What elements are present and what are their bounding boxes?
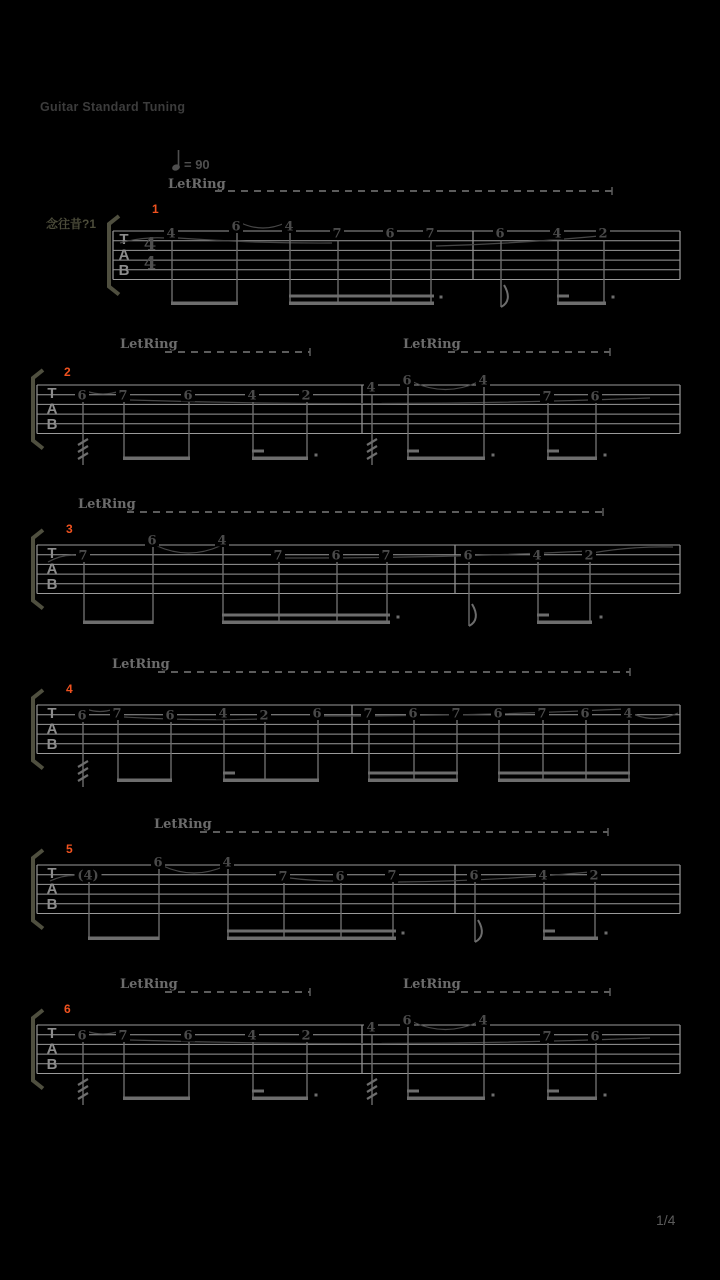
beam [252, 1097, 308, 1101]
fret-number: 2 [584, 548, 594, 564]
page-title: Guitar Standard Tuning [40, 100, 186, 114]
beam [537, 621, 592, 625]
beam [407, 457, 485, 461]
measure-number: 3 [66, 522, 73, 536]
fret-number: 2 [301, 388, 311, 404]
fret-number: (4) [77, 868, 99, 884]
tie [86, 1031, 120, 1034]
fret-number: 6 [408, 706, 418, 722]
time-signature-bottom: 4 [143, 253, 157, 274]
tab-system-5 [33, 817, 680, 942]
fret-number: 7 [542, 389, 552, 405]
time-signature-top: 4 [143, 234, 157, 255]
fret-number: 4 [217, 533, 227, 549]
tie [124, 717, 262, 720]
fret-number: 7 [332, 226, 342, 242]
fret-number: 6 [590, 389, 600, 405]
tab-system-3 [33, 497, 680, 626]
fret-number: 4 [538, 868, 548, 884]
tab-clef-letter: B [46, 736, 58, 753]
tie [413, 1022, 478, 1030]
fret-number: 6 [77, 708, 87, 724]
tab-clef-letter: A [46, 880, 58, 898]
tab-clef-letter: A [46, 400, 58, 418]
system-bracket [109, 216, 119, 295]
letring-label: LetRing [112, 657, 170, 672]
tab-system-1 [46, 177, 680, 307]
letring-label: LetRing [120, 977, 178, 992]
beam-stub [537, 614, 549, 617]
tab-clef-letter: B [46, 576, 58, 593]
beam [123, 457, 190, 461]
eighth-flag [501, 285, 508, 307]
beam-secondary [227, 930, 396, 933]
fret-number: 6 [147, 533, 157, 549]
fret-number: 6 [385, 226, 395, 242]
augmentation-dot [604, 454, 607, 457]
fret-number: 2 [259, 708, 269, 724]
augmentation-dot [492, 1094, 495, 1097]
beam [88, 937, 159, 941]
fret-number: 6 [493, 706, 503, 722]
augmentation-dot [402, 932, 405, 935]
fret-number: 7 [387, 868, 397, 884]
tie [413, 382, 478, 390]
fret-number: 6 [231, 219, 241, 235]
letring-label: LetRing [403, 337, 461, 352]
fret-number: 6 [402, 1013, 412, 1029]
fret-number: 6 [335, 869, 345, 885]
tie [592, 547, 673, 553]
beam [289, 302, 434, 306]
measure-number: 6 [64, 1002, 71, 1016]
letring-label: LetRing [154, 817, 212, 832]
tab-clef-letter: T [47, 865, 57, 882]
beam [171, 302, 238, 306]
tab-system-4 [33, 657, 680, 787]
fret-number: 4 [222, 855, 232, 871]
tab-clef-letter: B [46, 896, 58, 913]
tie [86, 391, 120, 394]
fret-number: 7 [381, 548, 391, 564]
letring-label: LetRing [168, 177, 226, 192]
beam [83, 621, 153, 625]
augmentation-dot [397, 616, 400, 619]
fret-number: 6 [153, 855, 163, 871]
measure-number: 2 [64, 365, 71, 379]
tab-clef-letter: T [119, 231, 129, 248]
fret-number: 4 [623, 706, 633, 722]
letring-label: LetRing [120, 337, 178, 352]
fret-number: 6 [463, 548, 473, 564]
fret-number: 4 [247, 1028, 257, 1044]
fret-number: 7 [78, 548, 88, 564]
tie [398, 872, 590, 882]
tab-clef-letter: B [118, 262, 130, 279]
tie [633, 713, 678, 719]
tie [157, 546, 220, 553]
fret-number: 6 [77, 1028, 87, 1044]
beam-stub [543, 930, 555, 933]
augmentation-dot [440, 296, 443, 299]
tab-clef-letter: T [47, 385, 57, 402]
fret-number: 6 [495, 226, 505, 242]
fret-number: 7 [537, 706, 547, 722]
fret-number: 7 [112, 706, 122, 722]
augmentation-dot [612, 296, 615, 299]
tab-clef-letter: B [46, 1056, 58, 1073]
letring-label: LetRing [403, 977, 461, 992]
track-label: 念往昔?1 [46, 217, 97, 231]
beam-stub [223, 772, 235, 775]
system-bracket [33, 530, 43, 609]
fret-number: 6 [331, 548, 341, 564]
tab-clef-letter: T [47, 705, 57, 722]
fret-number: 7 [118, 388, 128, 404]
beam [498, 779, 630, 783]
fret-number: 4 [366, 1020, 376, 1036]
augmentation-dot [315, 454, 318, 457]
beam-stub [252, 450, 264, 453]
fret-number: 4 [284, 219, 294, 235]
tempo-value: = 90 [184, 157, 210, 172]
measure-number: 4 [66, 682, 73, 696]
fret-number: 2 [589, 868, 599, 884]
beam [227, 937, 396, 941]
system-bracket [33, 370, 43, 449]
fret-number: 6 [312, 706, 322, 722]
augmentation-dot [600, 616, 603, 619]
fret-number: 6 [580, 706, 590, 722]
beam-stub [407, 1090, 419, 1093]
fret-number: 7 [118, 1028, 128, 1044]
tab-clef-letter: A [46, 560, 58, 578]
augmentation-dot [492, 454, 495, 457]
fret-number: 4 [478, 1013, 488, 1029]
fret-number: 4 [247, 388, 257, 404]
tie [163, 866, 225, 873]
eighth-flag [475, 920, 482, 942]
beam [117, 779, 172, 783]
fret-number: 2 [598, 226, 608, 242]
tie [241, 223, 285, 228]
tie [130, 1038, 650, 1044]
fret-number: 6 [402, 373, 412, 389]
fret-number: 6 [183, 1028, 193, 1044]
beam-secondary [498, 772, 630, 775]
tab-clef-letter: T [47, 1025, 57, 1042]
fret-number: 2 [301, 1028, 311, 1044]
fret-number: 6 [183, 388, 193, 404]
beam-secondary [368, 772, 458, 775]
letring-label: LetRing [78, 497, 136, 512]
beam [557, 302, 606, 306]
beam-stub [557, 295, 569, 298]
augmentation-dot [315, 1094, 318, 1097]
beam-stub [252, 1090, 264, 1093]
beam-secondary [222, 614, 390, 617]
beam [368, 779, 458, 783]
tab-clef-letter: B [46, 416, 58, 433]
beam [543, 937, 598, 941]
fret-number: 7 [363, 706, 373, 722]
fret-number: 4 [532, 548, 542, 564]
beam-stub [407, 450, 419, 453]
fret-number: 7 [451, 706, 461, 722]
tab-clef-letter: A [118, 246, 130, 264]
beam [407, 1097, 485, 1101]
page-indicator: 1/4 [656, 1212, 676, 1228]
eighth-flag [469, 604, 476, 626]
beam-stub [547, 450, 559, 453]
fret-number: 4 [478, 373, 488, 389]
fret-number: 4 [552, 226, 562, 242]
fret-number: 7 [273, 548, 283, 564]
tie [130, 398, 650, 404]
beam-stub [547, 1090, 559, 1093]
tab-system-6 [33, 977, 680, 1105]
fret-number: 4 [366, 380, 376, 396]
measure-number: 5 [66, 842, 73, 856]
fret-number: 7 [542, 1029, 552, 1045]
augmentation-dot [605, 932, 608, 935]
beam [547, 1097, 597, 1101]
fret-number: 6 [165, 708, 175, 724]
fret-number: 6 [469, 868, 479, 884]
beam [252, 457, 308, 461]
fret-number: 4 [166, 226, 176, 242]
tie [86, 709, 114, 712]
tab-clef-letter: T [47, 545, 57, 562]
fret-number: 6 [590, 1029, 600, 1045]
fret-number: 7 [425, 226, 435, 242]
system-bracket [33, 1010, 43, 1089]
system-bracket [33, 690, 43, 769]
beam [547, 457, 597, 461]
beam [222, 621, 390, 625]
fret-number: 6 [77, 388, 87, 404]
augmentation-dot [604, 1094, 607, 1097]
fret-number: 4 [218, 706, 228, 722]
tab-clef-letter: A [46, 1040, 58, 1058]
beam-secondary [289, 295, 434, 298]
fret-number: 7 [278, 869, 288, 885]
system-bracket [33, 850, 43, 929]
beam [123, 1097, 190, 1101]
tab-system-2 [33, 337, 680, 465]
measure-number: 1 [152, 202, 159, 216]
tab-clef-letter: A [46, 720, 58, 738]
beam [223, 779, 319, 783]
